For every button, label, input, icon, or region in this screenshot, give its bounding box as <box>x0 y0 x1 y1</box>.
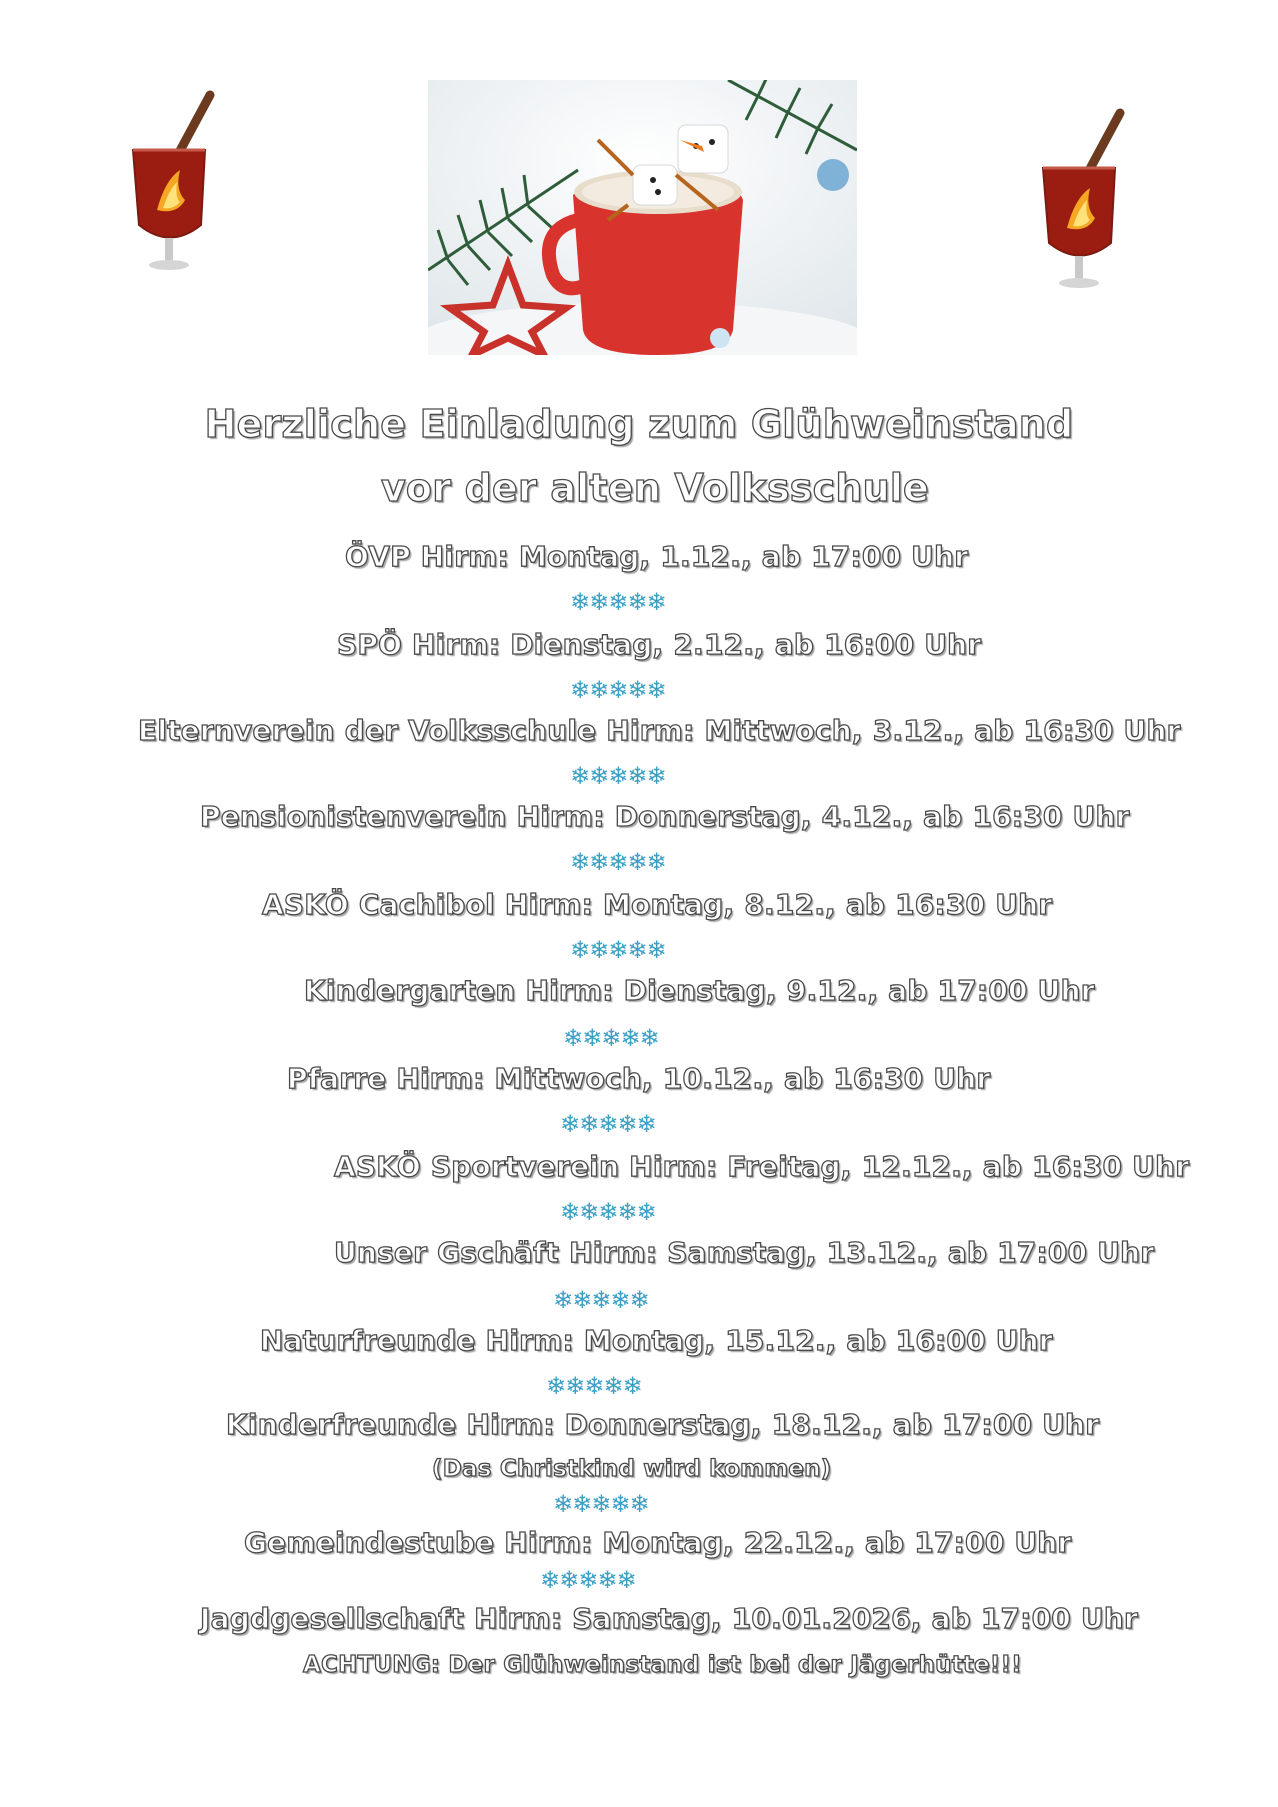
headline-line-1: Herzliche Einladung zum Glühweinstand <box>204 402 1074 446</box>
mulled-wine-glass-icon <box>125 90 215 290</box>
snowman-mug-photo <box>428 80 857 355</box>
schedule-entry: Unser Gschäft Hirm: Samstag, 13.12., ab 17:00 Uhr <box>334 1236 1155 1269</box>
snowflake-separator-icon: ❄❄❄❄❄ <box>570 676 666 704</box>
mulled-wine-glass-icon <box>1035 108 1125 308</box>
schedule-entry: Jagdgesellschaft Hirm: Samstag, 10.01.2026, ab 17:00 Uhr <box>200 1602 1139 1635</box>
schedule-entry: ASKÖ Sportverein Hirm: Freitag, 12.12., ab 16:30 Uhr <box>334 1150 1190 1183</box>
schedule-entry: Kinderfreunde Hirm: Donnerstag, 18.12., ab 17:00 Uhr <box>226 1408 1100 1441</box>
snowflake-separator-icon: ❄❄❄❄❄ <box>553 1490 649 1518</box>
schedule-entry: SPÖ Hirm: Dienstag, 2.12., ab 16:00 Uhr <box>337 628 982 661</box>
snowflake-separator-icon: ❄❄❄❄❄ <box>546 1372 642 1400</box>
snowflake-separator-icon: ❄❄❄❄❄ <box>540 1566 636 1594</box>
snowflake-separator-icon: ❄❄❄❄❄ <box>570 762 666 790</box>
schedule-entry: ASKÖ Cachibol Hirm: Montag, 8.12., ab 16:30 Uhr <box>262 888 1053 921</box>
schedule-entry: ÖVP Hirm: Montag, 1.12., ab 17:00 Uhr <box>345 540 969 573</box>
schedule-entry: Pensionistenverein Hirm: Donnerstag, 4.12., ab 16:30 Uhr <box>200 800 1130 833</box>
snowflake-separator-icon: ❄❄❄❄❄ <box>553 1286 649 1314</box>
snowflake-separator-icon: ❄❄❄❄❄ <box>570 848 666 876</box>
snowflake-separator-icon: ❄❄❄❄❄ <box>570 588 666 616</box>
schedule-entry: Elternverein der Volksschule Hirm: Mittwoch, 3.12., ab 16:30 Uhr <box>138 714 1181 747</box>
headline-line-2: vor der alten Volksschule <box>380 466 930 510</box>
snowflake-separator-icon: ❄❄❄❄❄ <box>570 936 666 964</box>
snowflake-separator-icon: ❄❄❄❄❄ <box>560 1110 656 1138</box>
schedule-entry: Pfarre Hirm: Mittwoch, 10.12., ab 16:30 Uhr <box>287 1062 991 1095</box>
schedule-entry: Gemeindestube Hirm: Montag, 22.12., ab 17:00 Uhr <box>244 1526 1072 1559</box>
schedule-entry: Kindergarten Hirm: Dienstag, 9.12., ab 17:00 Uhr <box>304 974 1095 1007</box>
warning-note: ACHTUNG: Der Glühweinstand ist bei der Jägerhütte!!! <box>303 1652 1022 1678</box>
schedule-entry: Naturfreunde Hirm: Montag, 15.12., ab 16:00 Uhr <box>260 1324 1053 1357</box>
christkind-note: (Das Christkind wird kommen) <box>432 1456 832 1482</box>
snowflake-separator-icon: ❄❄❄❄❄ <box>560 1198 656 1226</box>
snowflake-separator-icon: ❄❄❄❄❄ <box>563 1024 659 1052</box>
